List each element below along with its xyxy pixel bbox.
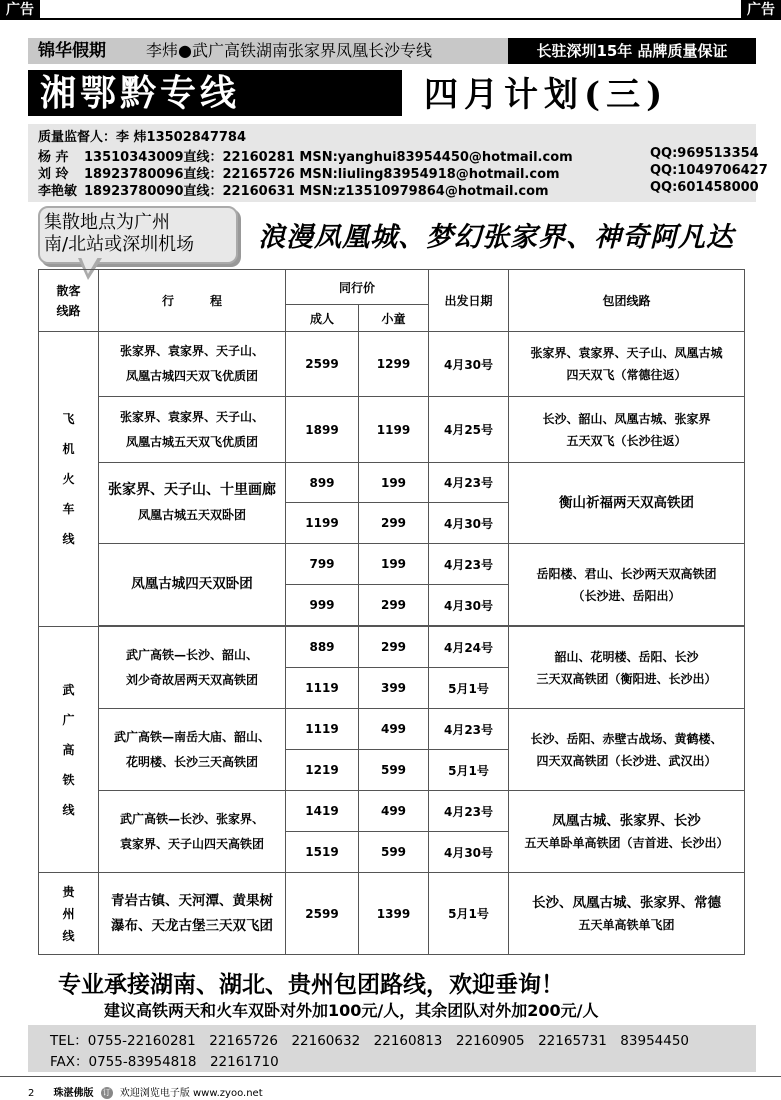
contact-info-box [28,124,768,202]
contact-msn: MSN:yanghui83954450@hotmail.com [299,150,573,165]
child-price: 499 [359,791,429,832]
child-price: 199 [359,463,429,503]
page-title: 湘鄂黔专线 [40,72,241,114]
adult-price: 1119 [286,668,359,709]
category-cell: 武广高铁线 [39,627,99,873]
footer-note: 建议高铁两天和火车双卧对外加100元/人，其余团队对外加200元/人 [104,1001,599,1020]
group-route-cell: 长沙、凤凰古城、张家界、常德 五天单高铁单飞团 [509,873,745,955]
adult-price: 1419 [286,791,359,832]
child-price: 1299 [359,332,429,397]
gathering-line1: 集散地点为广州 [44,212,170,233]
ad-label-left: 广告 [0,0,40,20]
contact-phone: 18923780096直线：22165726 [84,167,295,182]
itinerary-cell: 青岩古镇、天河潭、黄果树 瀑布、天龙古堡三天双飞团 [99,873,286,955]
group-route-cell: 长沙、韶山、凤凰古城、张家界 五天双飞（长沙往返） [509,397,745,463]
table-row [39,332,745,397]
itinerary-cell: 武广高铁—南岳大庙、韶山、 花明楼、长沙三天高铁团 [99,709,286,791]
departure-date: 4月24号 [429,627,509,668]
contact-name: 刘 玲 [38,167,69,182]
group-route-cell: 张家界、袁家界、天子山、凤凰古城 四天双飞（常德往返） [509,332,745,397]
category-cell: 贵州线 [39,873,99,955]
child-price: 199 [359,544,429,585]
adult-price: 1219 [286,750,359,791]
tour-table [38,269,745,955]
child-price: 599 [359,832,429,873]
child-price: 599 [359,750,429,791]
child-price: 299 [359,585,429,626]
departure-date: 5月1号 [429,668,509,709]
fax-numbers: FAX：0755-83954818 22161710 [50,1054,279,1070]
child-price: 1199 [359,397,429,463]
header-group: 包团线路 [509,270,745,332]
ad-label-right: 广告 [741,0,781,20]
gathering-bubble [38,206,238,264]
departure-date: 5月1号 [429,873,509,955]
title-bar [28,70,402,116]
table-row [39,709,745,750]
adult-price: 2599 [286,873,359,955]
supervisor: 质量监督人：李 炜13502847784 [38,130,247,145]
group-route-cell: 韶山、花明楼、岳阳、长沙 三天双高铁团（衡阳进、长沙出） [509,627,745,709]
site-link[interactable]: 欢迎浏览电子版 www.zyoo.net [119,1088,263,1099]
banner [28,38,756,64]
adult-price: 1519 [286,832,359,873]
itinerary-cell: 武广高铁—长沙、韶山、 刘少奇故居两天双高铁团 [99,627,286,709]
bottom-divider [0,1076,781,1077]
edition-label: 珠湛佛版 [53,1088,94,1099]
contact-qq: QQ:969513354 [650,146,759,161]
itinerary-cell: 凤凰古城四天双卧团 [99,544,286,626]
page-subtitle: 四月计划(三) [424,75,669,115]
adult-price: 999 [286,585,359,626]
itinerary-cell: 张家界、袁家界、天子山、 凤凰古城四天双飞优质团 [99,332,286,397]
group-route-cell: 衡山祈福两天双高铁团 [509,463,745,544]
child-price: 399 [359,668,429,709]
contact-msn: MSN:liuling83954918@hotmail.com [299,167,560,182]
departure-date: 4月23号 [429,709,509,750]
adult-price: 1199 [286,503,359,544]
contact-qq: QQ:1049706427 [650,163,768,178]
departure-date: 4月30号 [429,832,509,873]
top-divider [0,18,781,20]
page-number: 2 [28,1088,35,1099]
contact-bar [28,1025,756,1072]
table-row [39,544,745,585]
route-text: 李炜●武广高铁湖南张家界凤凰长沙专线 [146,41,432,60]
page-footer [28,1084,263,1099]
quality-slogan: 长驻深圳15年 品牌质量保证 [508,38,756,64]
header-adult: 成人 [286,305,359,332]
adult-price: 889 [286,627,359,668]
departure-date: 4月30号 [429,332,509,397]
child-price: 499 [359,709,429,750]
header-category: 散客线路 [39,270,99,332]
header-itinerary: 行 程 [99,270,286,332]
itinerary-cell: 张家界、袁家界、天子山、 凤凰古城五天双飞优质团 [99,397,286,463]
header-date: 出发日期 [429,270,509,332]
child-price: 299 [359,503,429,544]
adult-price: 2599 [286,332,359,397]
table-row [39,791,745,832]
table-row [39,397,745,463]
group-route-cell: 长沙、岳阳、赤壁古战场、黄鹤楼、 四天双高铁团（长沙进、武汉出） [509,709,745,791]
child-price: 299 [359,627,429,668]
table-row [39,627,745,668]
adult-price: 799 [286,544,359,585]
table-row [39,463,745,503]
brand-name: 锦华假期 [38,41,106,61]
adult-price: 1899 [286,397,359,463]
departure-date: 4月23号 [429,544,509,585]
departure-date: 4月23号 [429,463,509,503]
adult-price: 899 [286,463,359,503]
tagline: 浪漫凤凰城、梦幻张家界、神奇阿凡达 [258,222,734,253]
departure-date: 5月1号 [429,750,509,791]
table-row [39,873,745,955]
category-cell: 飞机火车线 [39,332,99,627]
contact-msn: MSN:z13510979864@hotmail.com [299,184,549,199]
contact-phone: 18923780090直线：22160631 [84,184,295,199]
publisher-logo-icon: 订 [102,1088,111,1097]
table-header-row [39,270,745,305]
itinerary-cell: 武广高铁—长沙、张家界、 袁家界、天子山四天高铁团 [99,791,286,873]
itinerary-cell: 张家界、天子山、十里画廊 凤凰古城五天双卧团 [99,463,286,544]
child-price: 1399 [359,873,429,955]
gathering-line2: 南/北站或深圳机场 [44,234,195,255]
departure-date: 4月30号 [429,503,509,544]
group-route-cell: 凤凰古城、张家界、长沙 五天单卧单高铁团（吉首进、长沙出） [509,791,745,873]
departure-date: 4月23号 [429,791,509,832]
header-child: 小童 [359,305,429,332]
departure-date: 4月25号 [429,397,509,463]
group-route-cell: 岳阳楼、君山、长沙两天双高铁团 （长沙进、岳阳出） [509,544,745,626]
footer-headline: 专业承接湖南、湖北、贵州包团路线，欢迎垂询！ [58,972,564,998]
tel-numbers: TEL：0755-22160281 22165726 22160632 22160813 22160905 22165731 83954450 [50,1033,690,1049]
contact-row [38,180,759,199]
contact-phone: 13510343009直线：22160281 [84,150,295,165]
contact-qq: QQ:601458000 [650,180,759,195]
adult-price: 1119 [286,709,359,750]
header-peer-price: 同行价 [286,270,429,305]
contact-name: 李艳敏 [38,184,78,199]
contact-name: 杨 卉 [38,150,69,165]
departure-date: 4月30号 [429,585,509,626]
